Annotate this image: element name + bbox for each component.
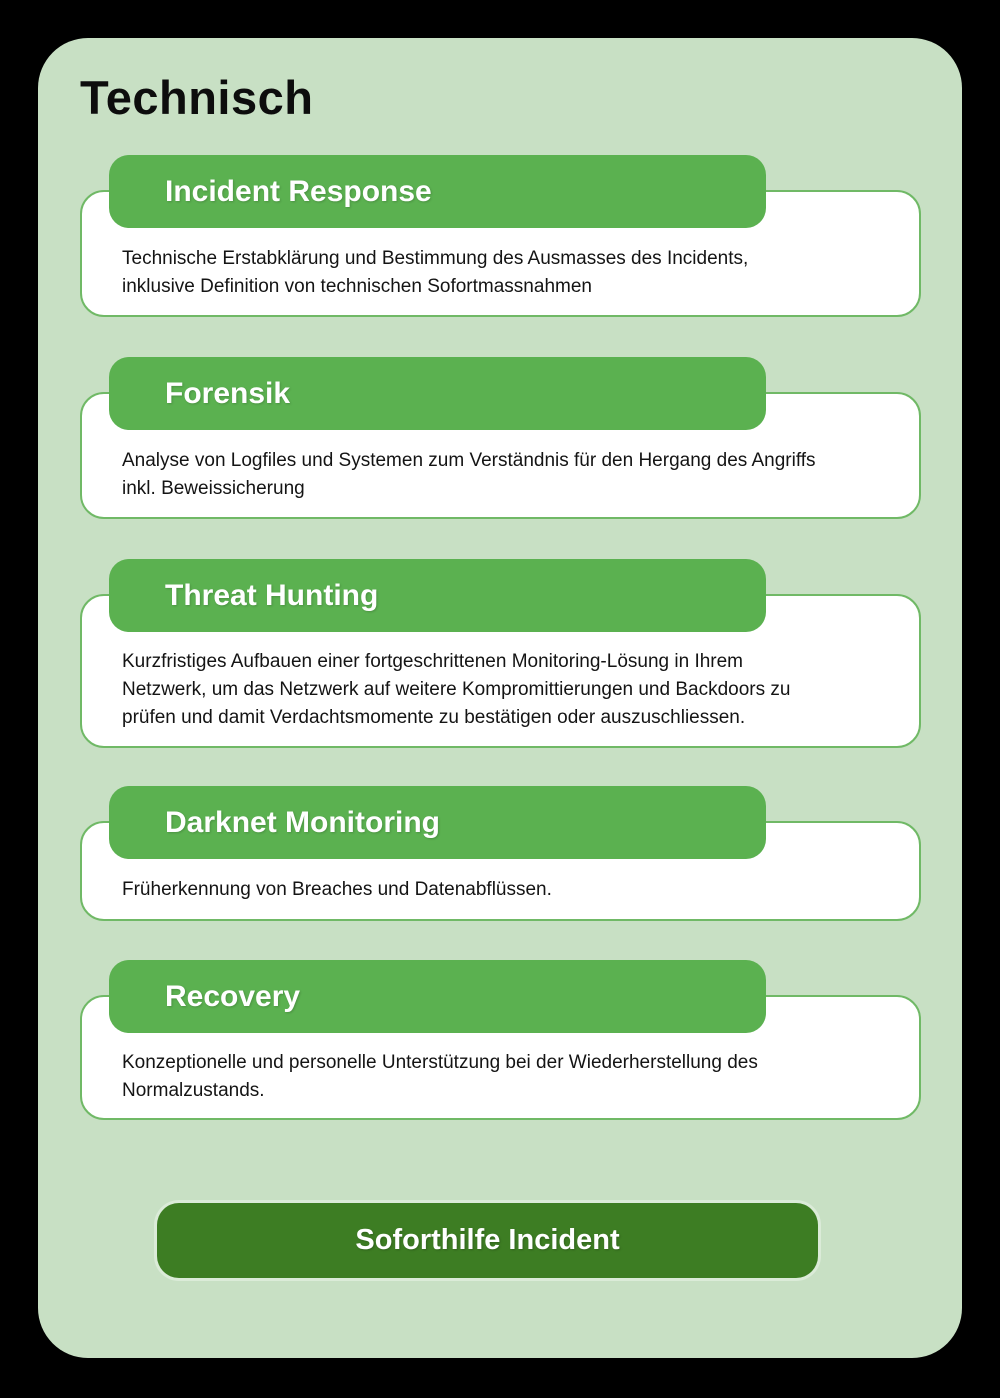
section-header-incident-response	[109, 155, 766, 228]
section-description: Technische Erstabklärung und Bestimmung des Ausmasses des Incidents, inklusive Definition von technischen Sofortmassnahmen	[122, 247, 749, 297]
section-title: Forensik	[165, 376, 291, 410]
section-description: Früherkennung von Breaches und Datenabflüssen.	[122, 879, 552, 900]
section-title: Recovery	[165, 979, 301, 1013]
section-description: Analyse von Logfiles und Systemen zum Verständnis für den Hergang des Angriffs inkl. Beweissicherung	[122, 449, 816, 499]
section-header-threat-hunting	[109, 559, 766, 632]
section-title: Incident Response	[165, 174, 432, 208]
section-description: Konzeptionelle und personelle Unterstützung bei der Wiederherstellung des Normalzustands.	[122, 1051, 758, 1101]
section-header-forensik	[109, 357, 766, 430]
technisch-panel	[38, 38, 962, 1358]
section-title: Threat Hunting	[165, 578, 379, 612]
section-description: Kurzfristiges Aufbauen einer fortgeschrittenen Monitoring-Lösung in Ihrem Netzwerk, um das Netzwerk auf weitere Kompromittierungen und Backdoors zu prüfen und damit Verdachtsmomente zu bestätigen oder auszuschliessen.	[122, 651, 791, 728]
soforthilfe-incident-button[interactable]: Soforthilfe Incident	[157, 1203, 818, 1278]
page-title: Technisch	[80, 71, 314, 124]
section-header-darknet-monitoring	[109, 786, 766, 859]
section-header-recovery	[109, 960, 766, 1033]
section-title: Darknet Monitoring	[165, 805, 440, 839]
